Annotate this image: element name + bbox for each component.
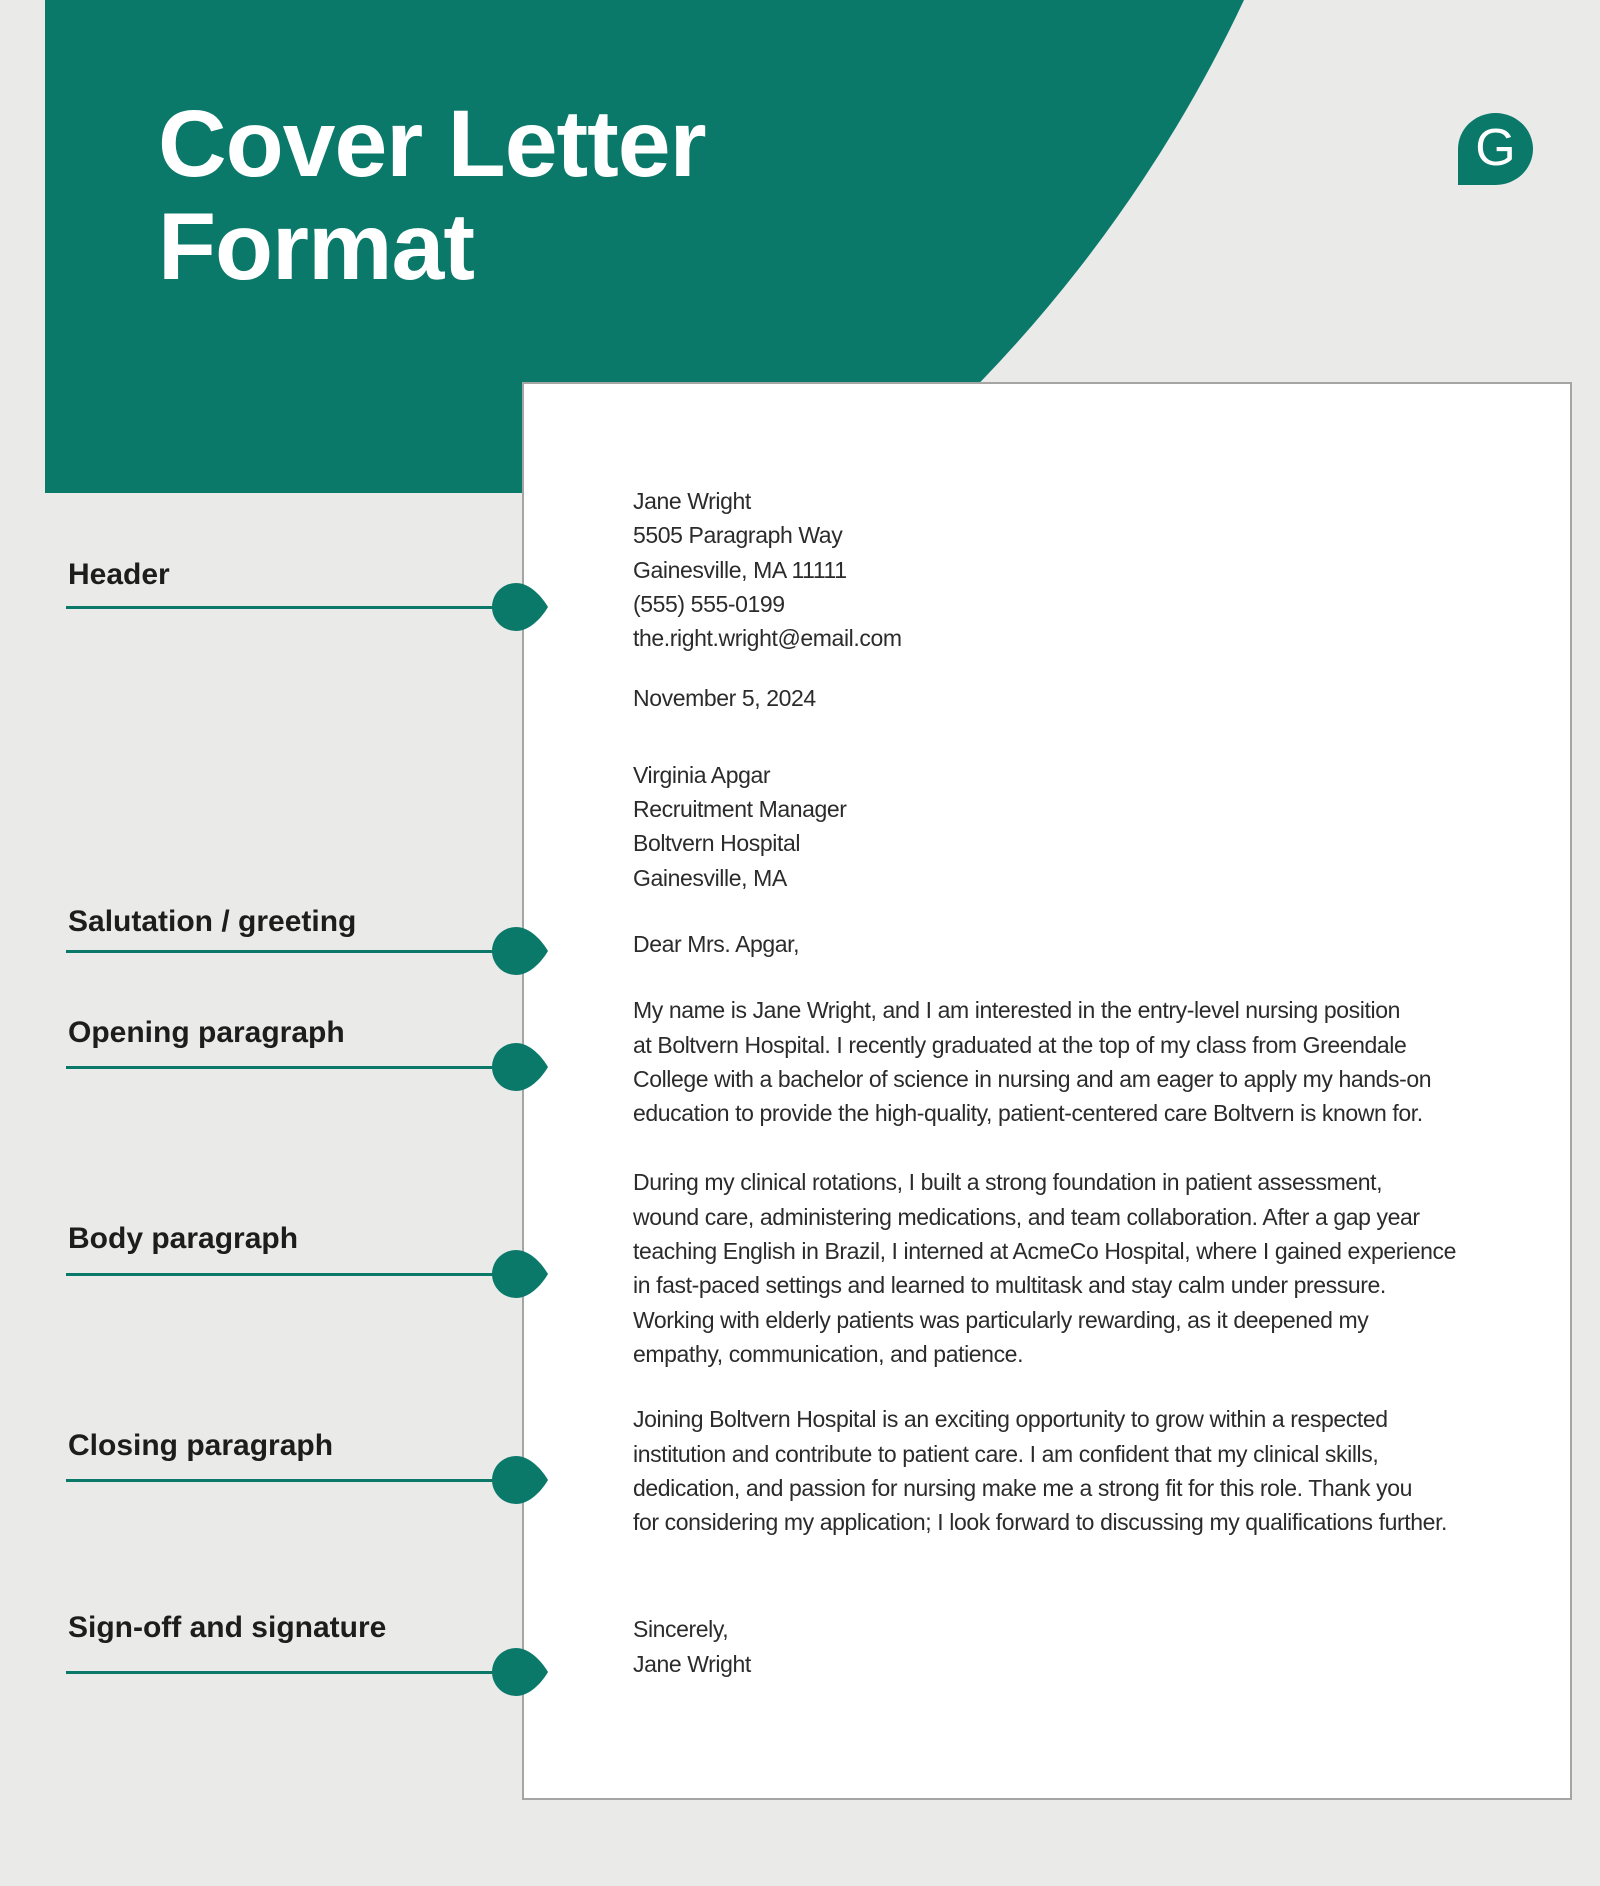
annotation-pointer-line [66,950,520,953]
body-paragraph [633,1165,1570,1371]
signoff-block [633,1612,1570,1681]
letter-line: in fast-paced settings and learned to multitask and stay calm under pressure. [633,1272,1386,1299]
letter-line: 5505 Paragraph Way [633,522,843,549]
letter-line: wound care, administering medications, and team collaboration. After a gap year [633,1203,1420,1230]
letter-line: teaching English in Brazil, I interned at AcmeCo Hospital, where I gained experience [633,1238,1456,1265]
letter-line: Gainesville, MA [633,864,787,891]
letter-line: dedication, and passion for nursing make me a strong fit for this role. Thank you [633,1474,1413,1501]
letter-line: at Boltvern Hospital. I recently graduated at the top of my class from Greendale [633,1031,1407,1058]
letter-line: Recruitment Manager [633,796,847,823]
letter-line: Boltvern Hospital [633,830,801,857]
letter-line: My name is Jane Wright, and I am interested in the entry-level nursing position [633,997,1400,1024]
letter-line: College with a bachelor of science in nursing and am eager to apply my hands-on [633,1065,1432,1092]
letter-line: Dear Mrs. Apgar, [633,930,800,957]
letter-line: November 5, 2024 [633,685,816,712]
annotation-label: Opening paragraph [68,1016,345,1049]
letter-line: Joining Boltvern Hospital is an exciting opportunity to grow within a respected [633,1406,1388,1433]
page-title [158,93,706,299]
salutation-block [633,927,1570,961]
letter-line: the.right.wright@email.com [633,625,902,652]
letter-line: During my clinical rotations, I built a strong foundation in patient assessment, [633,1169,1383,1196]
annotation-label: Salutation / greeting [68,905,357,938]
letter-line: Jane Wright [633,488,751,514]
opening-paragraph [633,993,1570,1130]
closing-paragraph [633,1402,1570,1539]
grammarly-logo-icon [1458,113,1533,185]
annotation-pointer-line [66,1066,520,1069]
recipient-block [633,758,1570,895]
page-title-line2: Format [158,194,474,300]
letter-line: empathy, communication, and patience. [633,1340,1024,1367]
letter-line: (555) 555-0199 [633,590,785,617]
sender-header-block [633,484,1570,655]
letter-line: Virginia Apgar [633,761,771,788]
annotation-label: Body paragraph [68,1222,299,1255]
annotation-label: Sign-off and signature [68,1611,387,1644]
letter-line: Jane Wright [633,1650,751,1677]
date-block [633,681,1570,715]
cover-letter-paper [522,382,1572,1800]
letter-body [633,484,1570,1681]
annotation-pointer-line [66,1273,520,1276]
annotation-pointer-line [66,1479,520,1482]
annotation-pointer-line [66,1671,520,1674]
annotation-label: Closing paragraph [68,1429,334,1462]
letter-line: Working with elderly patients was particularly rewarding, as it deepened my [633,1306,1369,1333]
annotation-label: Header [68,558,170,591]
letter-line: Gainesville, MA 11111 [633,556,847,583]
grammarly-logo-letter: G [1475,119,1516,177]
letter-line: Sincerely, [633,1616,729,1643]
letter-line: education to provide the high-quality, patient-centered care Boltvern is known for. [633,1100,1423,1127]
letter-line: institution and contribute to patient care. I am confident that my clinical skills, [633,1440,1379,1467]
annotation-pointer-line [66,606,520,609]
page-title-line1: Cover Letter [158,91,706,197]
letter-line: for considering my application; I look forward to discussing my qualifications further. [633,1509,1448,1536]
